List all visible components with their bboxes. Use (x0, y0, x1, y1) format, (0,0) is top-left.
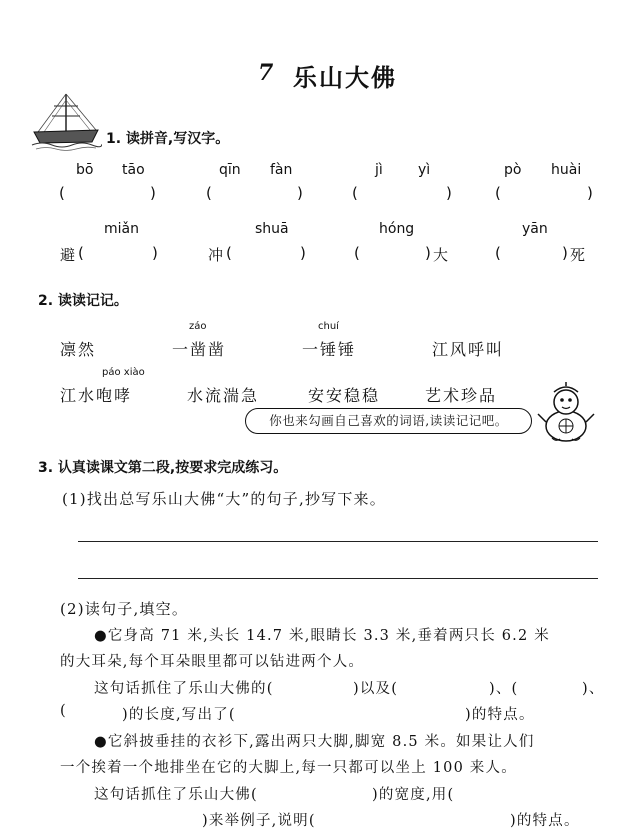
answer-blank-open[interactable]: ( (59, 184, 65, 202)
section2-heading: 2. 读读记记。 (38, 293, 128, 309)
answer-blank-close[interactable]: ) (152, 244, 158, 262)
word-pinyin: páo xiào (102, 367, 145, 378)
answer-blank-open[interactable]: ( (354, 244, 360, 262)
speech-bubble: 你也来勾画自己喜欢的词语,读读记记吧。 (245, 408, 532, 434)
answer-blank-close[interactable]: ) (150, 184, 156, 202)
fill-text: )的长度,写出了( (122, 707, 236, 723)
vocab-word: 艺术珍品 (425, 386, 498, 405)
vocab-word: 一凿凿 (172, 340, 227, 359)
fill-text: )以及( (353, 681, 399, 697)
pinyin: miǎn (104, 221, 139, 237)
word-pinyin: záo (189, 321, 207, 332)
answer-blank-open[interactable]: ( (495, 244, 501, 262)
word-suffix: 死 (570, 246, 586, 264)
fill-text: 这句话抓住了乐山大佛( (94, 787, 258, 803)
passage-1-line-2: 的大耳朵,每个耳朵眼里都可以钻进两个人。 (60, 654, 365, 670)
pinyin: pò (504, 162, 522, 178)
word-suffix: 大 (433, 246, 449, 264)
answer-blank-close[interactable]: ) (446, 184, 452, 202)
answer-blank-close[interactable]: ) (297, 184, 303, 202)
word-prefix: 冲 (208, 246, 224, 264)
answer-blank-close[interactable]: ) (300, 244, 306, 262)
fill-text: )、 (582, 681, 605, 697)
answer-line[interactable] (78, 578, 598, 579)
answer-line[interactable] (78, 541, 598, 542)
vocab-word: 安安稳稳 (308, 386, 381, 405)
pinyin: qīn (219, 162, 241, 178)
pinyin: yì (418, 162, 431, 178)
vocab-word: 江水咆哮 (60, 386, 133, 405)
answer-blank-close[interactable]: ) (562, 244, 568, 262)
lesson-title: 乐山大佛 (293, 64, 397, 92)
lesson-number: 7 (258, 60, 274, 86)
pinyin: jì (375, 162, 383, 178)
passage-2-line-1: ●它斜披垂挂的衣衫下,露出两只大脚,脚宽 8.5 米。如果让人们 (94, 734, 535, 750)
ship-icon (30, 90, 102, 152)
answer-blank-open[interactable]: ( (495, 184, 501, 202)
section1-heading: 1. 读拼音,写汉字。 (106, 131, 230, 147)
fill-text: 这句话抓住了乐山大佛的( (94, 681, 274, 697)
pinyin: yān (522, 221, 548, 237)
fill-text: )来举例子,说明( (202, 813, 316, 829)
passage-2-line-2: 一个挨着一个地排坐在它的大脚上,每一只都可以坐上 100 来人。 (60, 760, 517, 776)
answer-blank-open[interactable]: ( (78, 244, 84, 262)
vocab-word: 江风呼叫 (432, 340, 505, 359)
vocab-word: 水流湍急 (187, 386, 260, 405)
mascot-icon (536, 382, 596, 444)
vocab-word: 一锤锤 (302, 340, 357, 359)
answer-blank-open[interactable]: ( (226, 244, 232, 262)
pinyin: tāo (122, 162, 145, 178)
pinyin: fàn (270, 162, 293, 178)
answer-blank-open[interactable]: ( (352, 184, 358, 202)
fill-text: )的宽度,用( (372, 787, 455, 803)
word-prefix: 避 (60, 246, 76, 264)
answer-blank-close[interactable]: ) (587, 184, 593, 202)
fill-text: ( (60, 703, 67, 719)
word-pinyin: chuí (318, 321, 339, 332)
question-2-label: (2)读句子,填空。 (60, 600, 189, 618)
answer-blank-open[interactable]: ( (206, 184, 212, 202)
fill-text: )的特点。 (510, 813, 580, 829)
fill-text: )、( (489, 681, 519, 697)
question-1: (1)找出总写乐山大佛“大”的句子,抄写下来。 (62, 490, 386, 508)
vocab-word: 凛然 (60, 340, 97, 359)
pinyin: bō (76, 162, 94, 178)
pinyin: hóng (379, 221, 415, 237)
passage-1-line-1: ●它身高 71 米,头长 14.7 米,眼睛长 3.3 米,垂着两只长 6.2 米 (94, 628, 550, 644)
section3-heading: 3. 认真读课文第二段,按要求完成练习。 (38, 460, 288, 476)
answer-blank-close[interactable]: ) (425, 244, 431, 262)
pinyin: shuā (255, 221, 289, 237)
fill-text: )的特点。 (465, 707, 535, 723)
pinyin: huài (551, 162, 582, 178)
